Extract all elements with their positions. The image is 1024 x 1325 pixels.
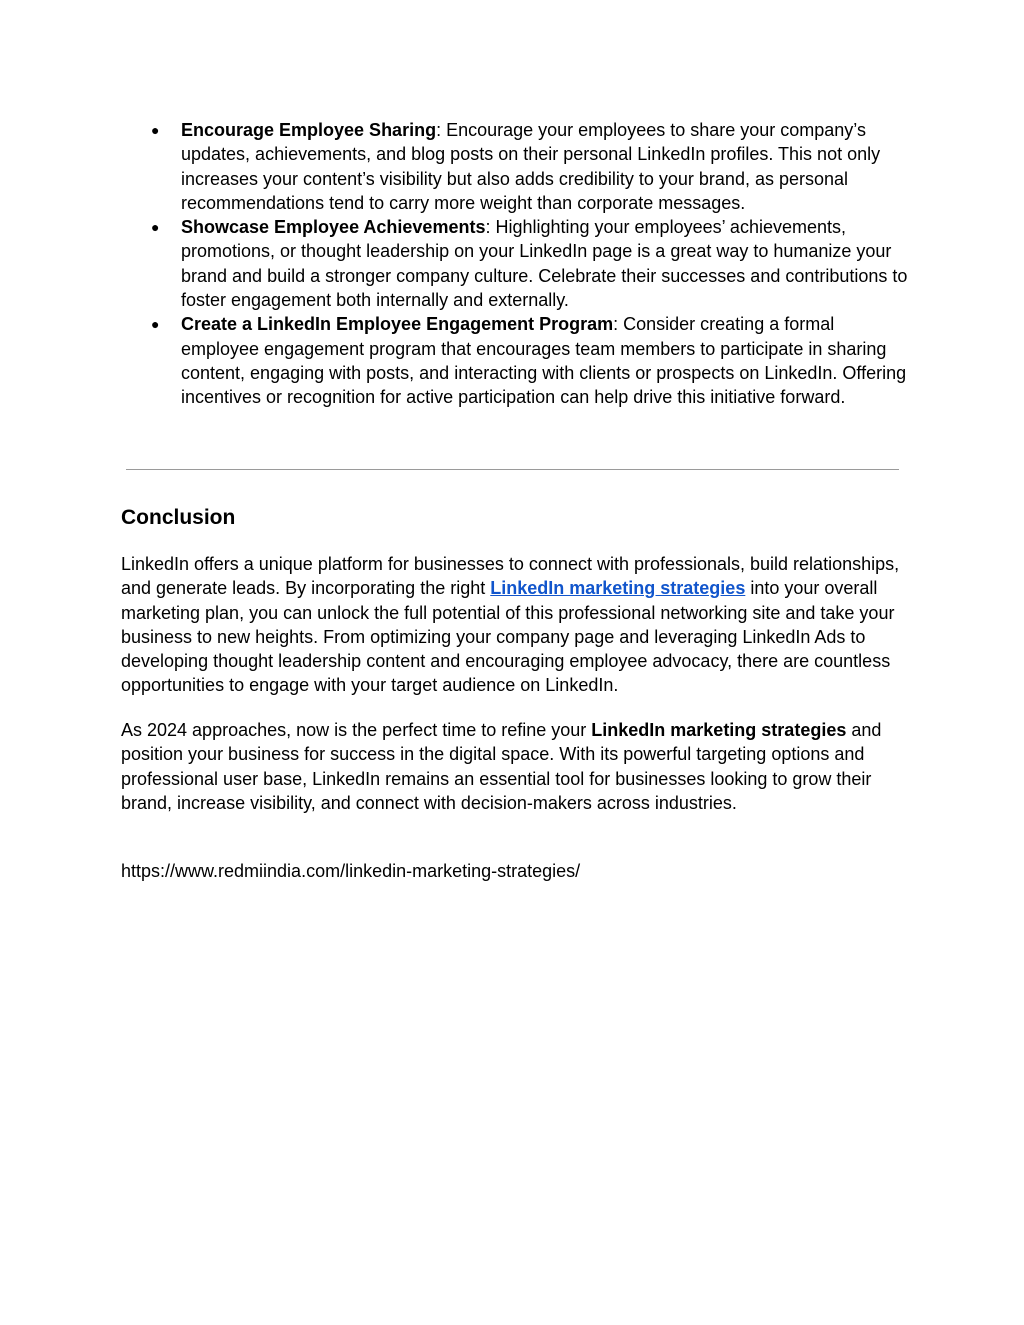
list-item-title: Encourage Employee Sharing: [181, 120, 437, 140]
paragraph-text: and position your business for success in the digital space. With its powerful targeting options and professional user base, LinkedIn remains an essential tool for businesses looking to grow their brand, increase visibility, and connect with decision-makers across industries.: [121, 720, 882, 813]
source-url: https://www.redmiindia.com/linkedin-marketing-strategies/: [121, 861, 581, 881]
section-divider: [126, 469, 899, 470]
bullet-icon: ●: [151, 122, 160, 138]
bullet-icon: ●: [151, 219, 160, 236]
paragraph-text: LinkedIn offers a unique platform for businesses to connect with professionals, build relationships, and generate leads. By incorporating the right: [121, 554, 900, 599]
list-item: [121, 118, 911, 215]
employee-advocacy-list: [121, 118, 911, 410]
document-page: [121, 118, 911, 881]
paragraph-text: into your overall marketing plan, you can unlock the full potential of this professional networking site and take your business to new heights. From optimizing your company page and leveraging LinkedIn Ads to developing thought leadership content and encouraging employee advocacy, there are countless opportunities to engage with your target audience on LinkedIn.: [121, 578, 895, 696]
conclusion-paragraph-2: [121, 718, 911, 815]
bullet-icon: ●: [151, 316, 160, 333]
list-item: [121, 215, 911, 312]
list-item-text: : Encourage your employees to share your company’s updates, achievements, and blog posts on their personal LinkedIn profiles. This not only increases your content’s visibility but also adds credibility to your brand, as personal recommendations tend to carry more weight than corporate messages.: [181, 120, 881, 213]
list-item-title: Create a LinkedIn Employee Engagement Program: [181, 314, 614, 335]
paragraph-text: As 2024 approaches, now is the perfect time to refine your: [121, 720, 592, 740]
conclusion-heading: Conclusion: [121, 506, 236, 529]
list-item: [121, 312, 911, 409]
conclusion-paragraph-1: [121, 552, 911, 698]
bold-keyword: LinkedIn marketing strategies: [591, 720, 847, 740]
list-item-text: : Highlighting your employees’ achievements, promotions, or thought leadership on your LinkedIn page is a great way to humanize your brand and build a stronger company culture. Celebrate their successes and contributions to foster engagement both internally and externally.: [181, 217, 908, 311]
linkedin-marketing-strategies-link[interactable]: LinkedIn marketing strategies: [490, 578, 746, 599]
list-item-title: Showcase Employee Achievements: [181, 217, 486, 238]
list-item-text: : Consider creating a formal employee engagement program that encourages team members to participate in sharing content, engaging with posts, and interacting with clients or prospects on LinkedIn. Offering incentives or recognition for active participation can help drive this initiative forward.: [181, 314, 907, 408]
